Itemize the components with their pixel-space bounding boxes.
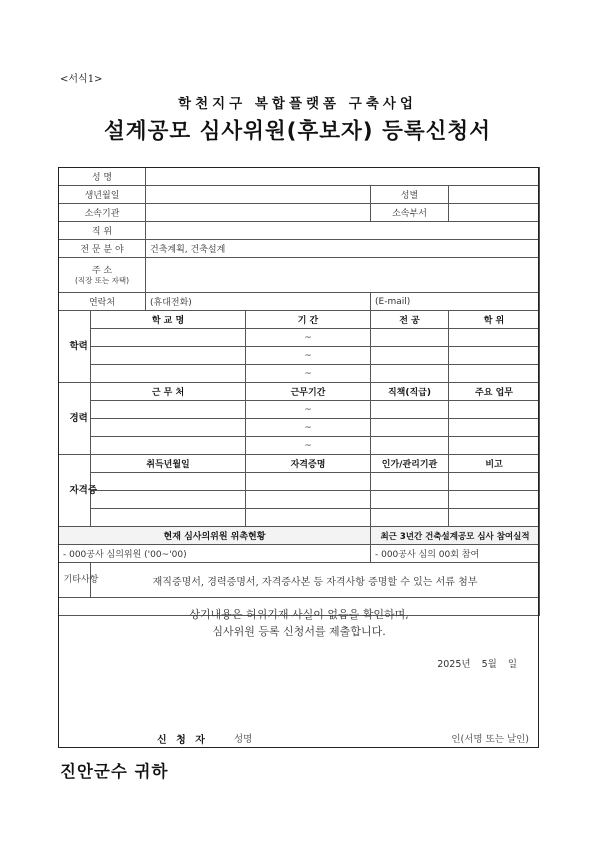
education-section-text: 학력 [69, 340, 88, 352]
address-label: 주 소 [91, 265, 113, 276]
notes-label: 기타사항 [63, 575, 99, 585]
declaration-line-2: 심사위원 등록 신청서를 제출합니다. [212, 625, 386, 638]
work-period-field[interactable]: ~ [246, 419, 371, 437]
address-sublabel: (직장 또는 자택) [74, 275, 130, 285]
work-period-header: 근무기간 [246, 383, 371, 401]
major-header: 전 공 [371, 311, 449, 329]
degree-header: 학 위 [449, 311, 540, 329]
form-outer-frame [58, 167, 539, 748]
form-title: 설계공모 심사위원(후보자) 등록신청서 [104, 119, 491, 144]
work-period-field[interactable]: ~ [246, 401, 371, 419]
application-date[interactable]: 2025년 5월 일 [437, 659, 518, 670]
recent-review-header: 최근 3년간 건축설계공모 심사 참여실적 [371, 527, 540, 545]
position-label: 직 위 [59, 222, 146, 240]
form-subtitle: 학천지구 복합플랫폼 구축사업 [178, 96, 417, 112]
remarks-header: 비고 [449, 455, 540, 473]
mobile-field[interactable]: (휴대전화) [146, 293, 371, 311]
employer-header: 근 무 처 [91, 383, 246, 401]
gender-label: 성별 [371, 186, 449, 204]
school-header: 학 교 명 [91, 311, 246, 329]
current-committee-value[interactable]: - 000공사 심의위원 ('00~'00) [59, 545, 371, 563]
license-name-header: 자격증명 [246, 455, 371, 473]
license-section-text: 자격증 [69, 484, 98, 496]
period-field[interactable]: ~ [246, 347, 371, 365]
signature-seal-label[interactable]: 인(서명 또는 날인) [451, 734, 530, 745]
form-number: <서식1> [60, 74, 103, 85]
period-field[interactable]: ~ [246, 365, 371, 383]
birthdate-label: 생년월일 [59, 186, 146, 204]
contact-label: 연락처 [59, 293, 146, 311]
expertise-value[interactable]: 건축계획, 건축설계 [146, 240, 540, 258]
declaration-line-1: 상기내용은 허위기재 사실이 없음을 확인하며, [189, 608, 409, 621]
name-label: 성 명 [59, 168, 146, 186]
applicant-name-label[interactable]: 성명 [234, 734, 253, 745]
main-duties-header: 주요 업무 [449, 383, 540, 401]
acquired-date-header: 취득년월일 [91, 455, 246, 473]
department-label: 소속부서 [371, 204, 449, 222]
career-section-text: 경력 [69, 412, 88, 424]
applicant-label: 신 청 자 [157, 735, 208, 746]
current-committee-header: 현재 심사의위원 위촉현황 [59, 527, 371, 545]
work-period-field[interactable]: ~ [246, 437, 371, 455]
issuing-agency-header: 인가/관리기관 [371, 455, 449, 473]
job-title-header: 직책(직급) [371, 383, 449, 401]
notes-value[interactable]: 재직증명서, 경력증명서, 자격증사본 등 자격사항 증명할 수 있는 서류 첨부 [91, 563, 540, 598]
email-field[interactable]: (E-mail) [371, 293, 540, 311]
period-header: 기 간 [246, 311, 371, 329]
expertise-label: 전 문 분 야 [59, 240, 146, 258]
organization-label: 소속기관 [59, 204, 146, 222]
addressee: 진안군수 귀하 [60, 762, 169, 781]
recent-review-value[interactable]: - 000공사 심의 00회 참여 [371, 545, 540, 563]
period-field[interactable]: ~ [246, 329, 371, 347]
